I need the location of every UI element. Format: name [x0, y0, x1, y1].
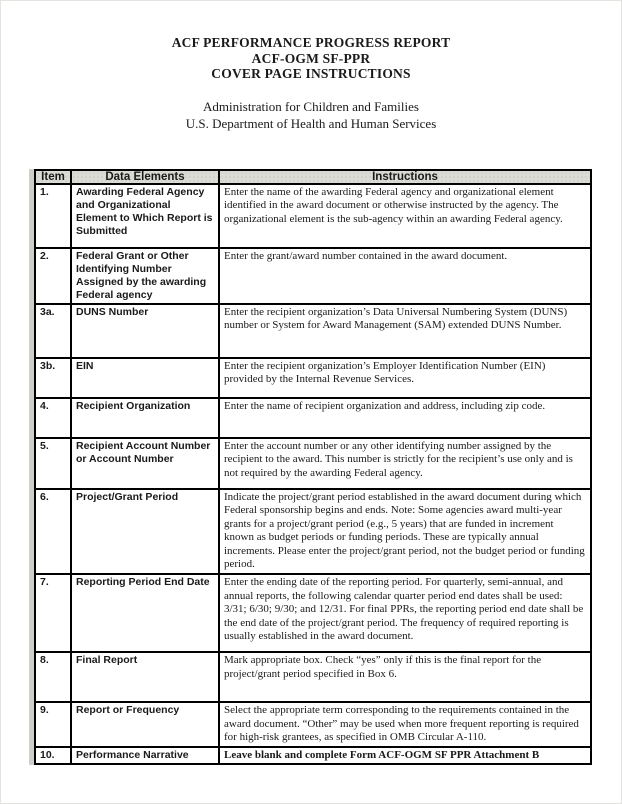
instruction-text: Indicate the project/grant period established in the award document during which Federal sponsorship begins and ends. Note: Some agencies award multi-year grants for a project/grant period (e.g., 5 years) that are funded in increment known as budget periods or funding periods. These are typically annual increments. Please enter the project/grant period, not the budget period or funding period. — [219, 489, 591, 575]
table-row-3a — [35, 304, 591, 358]
data-element: Project/Grant Period — [71, 489, 219, 575]
item-number: 5. — [35, 438, 71, 489]
document-header — [1, 1, 621, 132]
agency-name: Administration for Children and Families — [203, 98, 419, 114]
data-element: Report or Frequency — [71, 702, 219, 747]
table-row-8 — [35, 652, 591, 702]
item-number: 1. — [35, 184, 71, 248]
report-title-line-3: COVER PAGE INSTRUCTIONS — [211, 66, 411, 81]
column-header-instructions: Instructions — [219, 170, 591, 184]
item-number: 10. — [35, 747, 71, 765]
item-number: 6. — [35, 489, 71, 575]
instruction-text: Mark appropriate box. Check “yes” only if this is the final report for the project/grant period specified in Box 6. — [219, 652, 591, 702]
instructions-table — [34, 169, 592, 766]
item-number: 3b. — [35, 358, 71, 398]
table-row-4 — [35, 398, 591, 438]
table-row-5 — [35, 438, 591, 489]
instructions-table-wrapper — [29, 169, 597, 766]
report-title-line-1: ACF PERFORMANCE PROGRESS REPORT — [171, 35, 451, 50]
table-row-2 — [35, 248, 591, 304]
instruction-text: Leave blank and complete Form ACF-OGM SF PPR Attachment B — [219, 747, 591, 765]
table-header-row — [35, 170, 591, 184]
column-header-data-elements: Data Elements — [71, 170, 219, 184]
column-header-item: Item — [35, 170, 71, 184]
data-element: Final Report — [71, 652, 219, 702]
agency-block — [1, 98, 621, 132]
instruction-text: Enter the recipient organization’s Data Universal Numbering System (DUNS) number or System for Award Management (SAM) extended DUNS Number. — [219, 304, 591, 358]
item-number: 7. — [35, 574, 71, 652]
table-row-3b — [35, 358, 591, 398]
data-element: DUNS Number — [71, 304, 219, 358]
item-number: 8. — [35, 652, 71, 702]
item-number: 3a. — [35, 304, 71, 358]
data-element: Recipient Organization — [71, 398, 219, 438]
item-number: 2. — [35, 248, 71, 304]
table-row-1 — [35, 184, 591, 248]
table-row-6 — [35, 489, 591, 575]
data-element: Federal Grant or Other Identifying Number Assigned by the awarding Federal agency — [71, 248, 219, 304]
department-name: U.S. Department of Health and Human Services — [185, 115, 437, 131]
instruction-text: Enter the name of the awarding Federal agency and organizational element identified in the award document or otherwise instructed by the agency. The organizational element is the sub-agency within an awarding Federal agency. — [219, 184, 591, 248]
instruction-text: Enter the recipient organization’s Employer Identification Number (EIN) provided by the Internal Revenue Services. — [219, 358, 591, 398]
instruction-text: Enter the account number or any other identifying number assigned by the recipient to the award. This number is strictly for the recipient’s use only and is not required by the awarding Federal agency. — [219, 438, 591, 489]
report-title-line-2: ACF-OGM SF-PPR — [251, 50, 371, 66]
table-row-7 — [35, 574, 591, 652]
data-element: Recipient Account Number or Account Number — [71, 438, 219, 489]
data-element: Reporting Period End Date — [71, 574, 219, 652]
item-number: 4. — [35, 398, 71, 438]
table-row-9 — [35, 702, 591, 747]
data-element: Awarding Federal Agency and Organizational Element to Which Report is Submitted — [71, 184, 219, 248]
instruction-text: Enter the grant/award number contained in the award document. — [219, 248, 591, 304]
instruction-text: Enter the ending date of the reporting period. For quarterly, semi-annual, and annual reports, the following calendar quarter period end dates shall be used: 3/31; 6/30; 9/30; and 12/31. For final PPRs, the reporting period end date shall be the end date of the project/grant period. The frequency of required reporting is usually established in the award document. — [219, 574, 591, 652]
data-element: EIN — [71, 358, 219, 398]
instruction-text: Select the appropriate term corresponding to the requirements contained in the award document. “Other” may be used when more frequent reporting is required for high-risk grantees, as specified in OMB Circular A-110. — [219, 702, 591, 747]
instruction-text: Enter the name of recipient organization and address, including zip code. — [219, 398, 591, 438]
data-element: Performance Narrative — [71, 747, 219, 765]
table-row-10 — [35, 747, 591, 765]
item-number: 9. — [35, 702, 71, 747]
